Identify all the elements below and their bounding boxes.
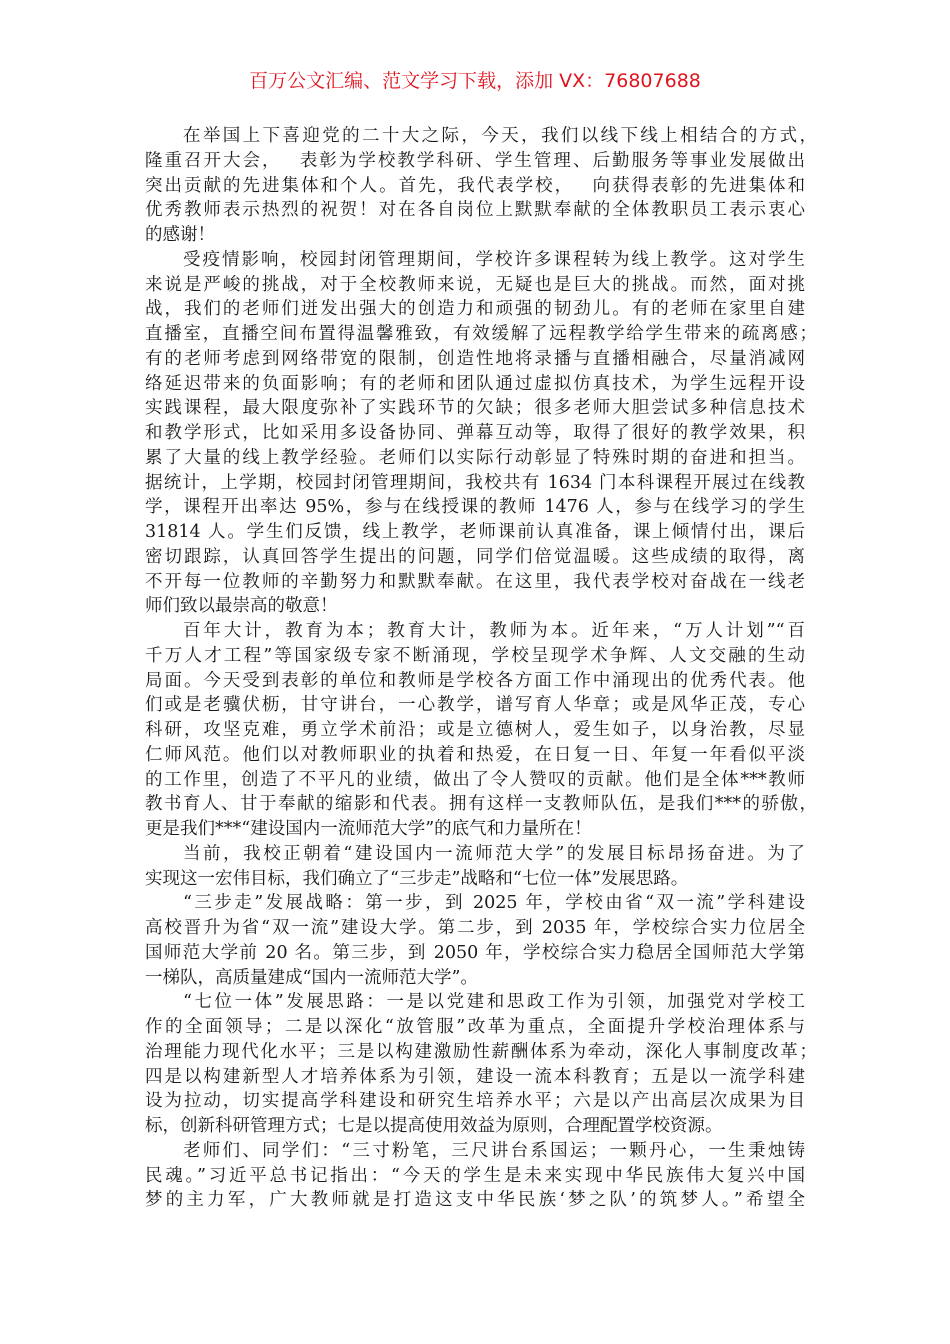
text-line: 老师们、同学们：“三寸粉笔，三尺讲台系国运；一颗丹心，一生秉烛铸: [183, 1140, 805, 1161]
text-line: 的工作里，创造了不平凡的业绩，做出了令人赞叹的贡献。他们是全体***教师: [145, 769, 805, 790]
paragraph: [145, 1139, 805, 1213]
text-line: 优秀教师表示热烈的祝贺！对在各自岗位上默默奉献的全体教职员工表示衷心: [145, 200, 805, 221]
paragraph: [145, 248, 817, 619]
text-line: 百年大计，教育为本；教育大计，教师为本。近年来，“万人计划”“百: [183, 621, 805, 641]
text-line: “三步走”发展战略：第一步，到 2025 年，学校由省“双一流”学科建设: [183, 893, 805, 914]
text-line: 治理能力现代化水平；三是以构建激励性薪酬体系为牵动，深化人事制度改革；: [145, 1041, 817, 1062]
paragraph: [145, 891, 805, 990]
text-line: 局面。今天受到表彰的单位和教师是学校各方面工作中涌现出的优秀代表。他: [145, 670, 805, 691]
document-body: [145, 124, 817, 1213]
text-line: 直播室，直播空间布置得温馨雅致，有效缓解了远程教学给学生带来的疏离感；: [145, 324, 817, 344]
text-line: 更是我们***“建设国内一流师范大学”的底气和力量所在！: [145, 819, 592, 839]
text-line: 不开每一位教师的辛勤努力和默默奉献。在这里，我代表学校对奋战在一线老: [145, 571, 805, 592]
text-line: 当前，我校正朝着“建设国内一流师范大学”的发展目标昂扬奋进。为了: [183, 843, 805, 864]
text-line: 实践课程，最大限度弥补了实践环节的欠缺；很多老师大胆尝试多种信息技术: [145, 398, 805, 419]
text-line: 千万人才工程”等国家级专家不断涌现，学校呈现学术争辉、人文交融的生动: [145, 645, 805, 666]
text-line: 有的老师考虑到网络带宽的限制，创造性地将录播与直播相融合，尽量消减网: [145, 348, 805, 369]
paragraph: [145, 124, 817, 248]
text-line: 标，创新科研管理方式；七是以提高使用效益为原则，合理配置学校资源。: [145, 1116, 723, 1136]
text-line: 梦的主力军，广大教师就是打造这支中华民族‘梦之队’的筑梦人。”希望全: [145, 1190, 805, 1211]
text-line: 师们致以最崇高的敬意！: [145, 596, 338, 617]
paragraph: [145, 619, 817, 842]
text-line: 一梯队，高质量建成“国内一流师范大学”。: [145, 967, 478, 988]
text-line: 31814 人。学生们反馈，线上教学，老师课前认真准备，课上倾情付出，课后: [145, 522, 805, 542]
text-line: “七位一体”发展思路：一是以党建和思政工作为引领，加强党对学校工: [183, 992, 805, 1013]
text-line: 累了大量的线上教学经验。老师们以实际行动彰显了特殊时期的奋进和担当。: [145, 447, 805, 468]
paragraph: [145, 842, 805, 892]
text-line: 民魂。”习近平总书记指出：“今天的学生是未来实现中华民族伟大复兴中国: [145, 1165, 805, 1186]
text-line: 在举国上下喜迎党的二十大之际，今天，我们以线下线上相结合的方式，: [183, 126, 817, 146]
text-line: 科研，攻坚克难，勇立学术前沿；或是立德树人，爱生如子，以身治教，尽显: [145, 720, 805, 740]
text-line: 实现这一宏伟目标，我们确立了“三步走”战略和“七位一体”发展思路。: [145, 868, 689, 889]
text-line: 和教学形式，比如采用多设备协同、弹幕互动等，取得了很好的教学效果，积: [145, 423, 805, 443]
text-line: 们或是老骥伏枥，甘守讲台，一心教学，谱写育人华章；或是风华正茂，专心: [145, 695, 805, 716]
text-line: 仁师风范。他们以对教师职业的执着和热爱，在日复一日、年复一年看似平淡: [145, 744, 805, 765]
text-line: 的感谢！: [145, 225, 215, 245]
text-line: 作的全面领导；二是以深化“放管服”改革为重点，全面提升学校治理体系与: [145, 1017, 805, 1037]
text-line: 战，我们的老师们迸发出强大的创造力和顽强的韧劲儿。有的老师在家里自建: [145, 299, 805, 320]
text-line: 密切跟踪，认真回答学生提出的问题，同学们倍觉温暖。这些成绩的取得，离: [145, 546, 805, 567]
text-line: 隆重召开大会， 表彰为学校教学科研、学生管理、后勤服务等事业发展做出: [145, 150, 805, 171]
text-line: 据统计，上学期，校园封闭管理期间，我校共有 1634 门本科课程开展过在线教: [145, 472, 805, 493]
text-line: 络延迟带来的负面影响；有的老师和团队通过虚拟仿真技术，为学生远程开设: [145, 373, 805, 394]
text-line: 四是以构建新型人才培养体系为引领，建设一流本科教育；五是以一流学科建: [145, 1066, 805, 1087]
text-line: 学，课程开出率达 95%，参与在线授课的教师 1476 人，参与在线学习的学生: [145, 497, 805, 518]
text-line: 来说是严峻的挑战，对于全校教师来说，无疑也是巨大的挑战。而然，面对挑: [145, 274, 805, 295]
text-line: 高校晋升为省“双一流”建设大学。第二步，到 2035 年，学校综合实力位居全: [145, 918, 805, 938]
text-line: 教书育人、甘于奉献的缩影和代表。拥有这样一支教师队伍，是我们***的骄傲，: [145, 794, 817, 815]
text-line: 突出贡献的先进集体和个人。首先，我代表学校， 向获得表彰的先进集体和: [145, 175, 805, 196]
paragraph: [145, 990, 817, 1139]
text-line: 设为拉动，切实提高学科建设和研究生培养水平；六是以产出高层次成果为目: [145, 1091, 805, 1112]
text-line: 国师范大学前 20 名。第三步，到 2050 年，学校综合实力稳居全国师范大学第: [145, 942, 805, 963]
watermark-banner: 百万公文汇编、范文学习下载，添加 VX：76807688: [249, 70, 701, 92]
text-line: 受疫情影响，校园封闭管理期间，学校许多课程转为线上教学。这对学生: [183, 249, 805, 270]
